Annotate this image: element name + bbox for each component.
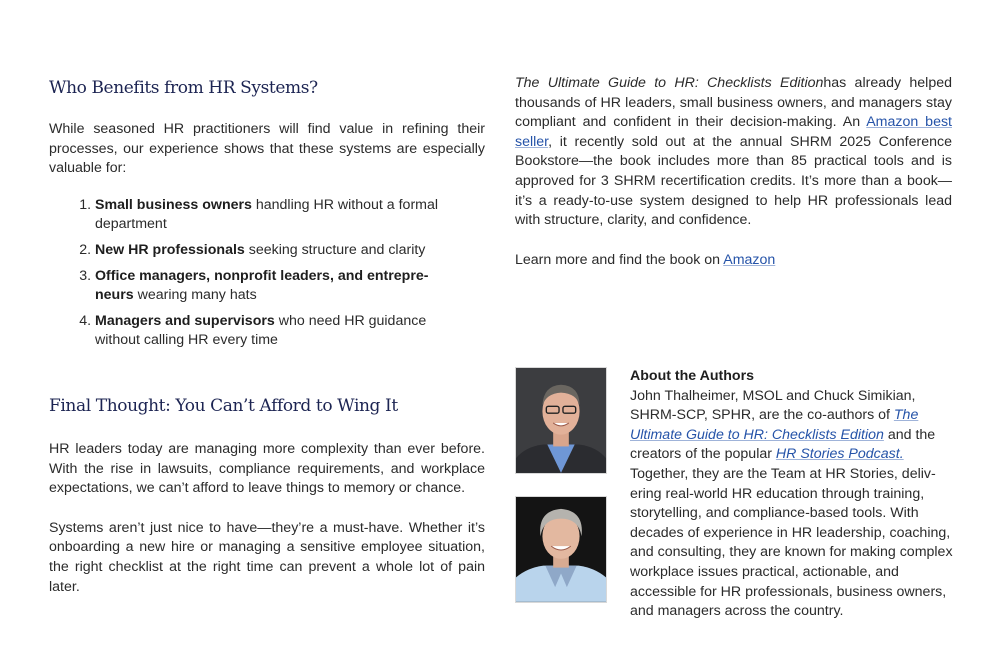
list-item <box>95 196 447 235</box>
list-item-rest: wearing many hats <box>133 287 257 304</box>
authors-text-2: and the creators of the popular <box>630 426 936 463</box>
list-item <box>95 267 447 306</box>
final-paragraph-1: HR leaders today are managing more complexity than ever before. With the rise in lawsuits, compliance requirements, and workplace expectations, we can’t afford to leave things to memory or chance. <box>49 440 485 497</box>
beneficiaries-list <box>49 196 447 351</box>
list-item-bold: Managers and supervisors <box>95 312 275 329</box>
book-title: The Ultimate Guide to HR: Checklists Edition <box>515 75 824 91</box>
learn-more-paragraph <box>515 251 952 271</box>
learn-more-text: Learn more and find the book on <box>515 251 724 268</box>
portrait-image <box>516 497 606 602</box>
list-item-bold: Office managers, nonprofit leaders, and entrepre-neurs <box>95 267 429 304</box>
list-item-bold: New HR professionals <box>95 241 245 258</box>
right-column <box>515 74 952 270</box>
book-paragraph <box>515 74 952 231</box>
list-item-rest: seeking structure and clarity <box>244 241 426 258</box>
author-photo-chuck <box>515 496 607 603</box>
book-text-1: has already helped thousands of HR leaders, small business owners, and managers stay compliant and confident in their decision-making. An <box>515 75 952 131</box>
book-text-2: , it recently sold out at the annual SHRM 2025 Conference Bookstore—the book includes more than 85 practical tools and is approved for 3 SHRM recertification credits. It’s more than a book—it’s a ready-to-use system designed to help HR professionals lead with structure, clarity, and confidence. <box>515 133 952 229</box>
heading-who-benefits: Who Benefits from HR Systems? <box>49 78 318 98</box>
list-item-rest: handling HR without a formal department <box>95 196 439 233</box>
book-title-link-text[interactable]: The Ultimate Guide to HR: Checklists Edition <box>630 407 919 443</box>
authors-bio <box>630 367 960 622</box>
authors-heading: About the Authors <box>630 368 754 384</box>
authors-paragraph <box>630 387 960 622</box>
list-item-bold: Small business owners <box>95 196 252 213</box>
final-paragraph-2: Systems aren’t just nice to have—they’re a must-have. Whether it’s onboarding a new hire or managing a sensitive employee situation, the right checklist at the right time can prevent a whole lot of pain later. <box>49 519 485 595</box>
amazon-bestseller-link[interactable]: Amazon best seller <box>515 114 952 150</box>
intro-paragraph: While seasoned HR practitioners will find value in refining their processes, our experience shows that these systems are especially valuable for: <box>49 121 485 177</box>
amazon-link[interactable]: Amazon <box>723 251 776 268</box>
left-column <box>49 74 485 597</box>
portrait-image <box>516 368 606 473</box>
list-item <box>95 241 447 261</box>
author-photo-john <box>515 367 607 474</box>
heading-final-thought: Final Thought: You Can’t Afford to Wing It <box>49 395 398 416</box>
authors-text-1: John Thalheimer, MSOL and Chuck Simikian, SHRM-SCP, SPHR, are the co-authors of <box>630 387 916 424</box>
list-item <box>95 312 447 351</box>
authors-text-3: Together, they are the Team at HR Stories, deliv-ering real-world HR education through training, storytelling, and compliance-based tools. With decades of experience in HR leadership, coaching, and consulting, they are known for making complex workplace issues practical, actionable, and accessible for HR professionals, business owners, and managers across the country. <box>630 465 953 620</box>
list-item-rest: who need HR guidance without calling HR every time <box>95 312 427 349</box>
podcast-link[interactable] <box>776 446 904 462</box>
podcast-link-text[interactable]: HR Stories Podcast. <box>775 446 904 463</box>
